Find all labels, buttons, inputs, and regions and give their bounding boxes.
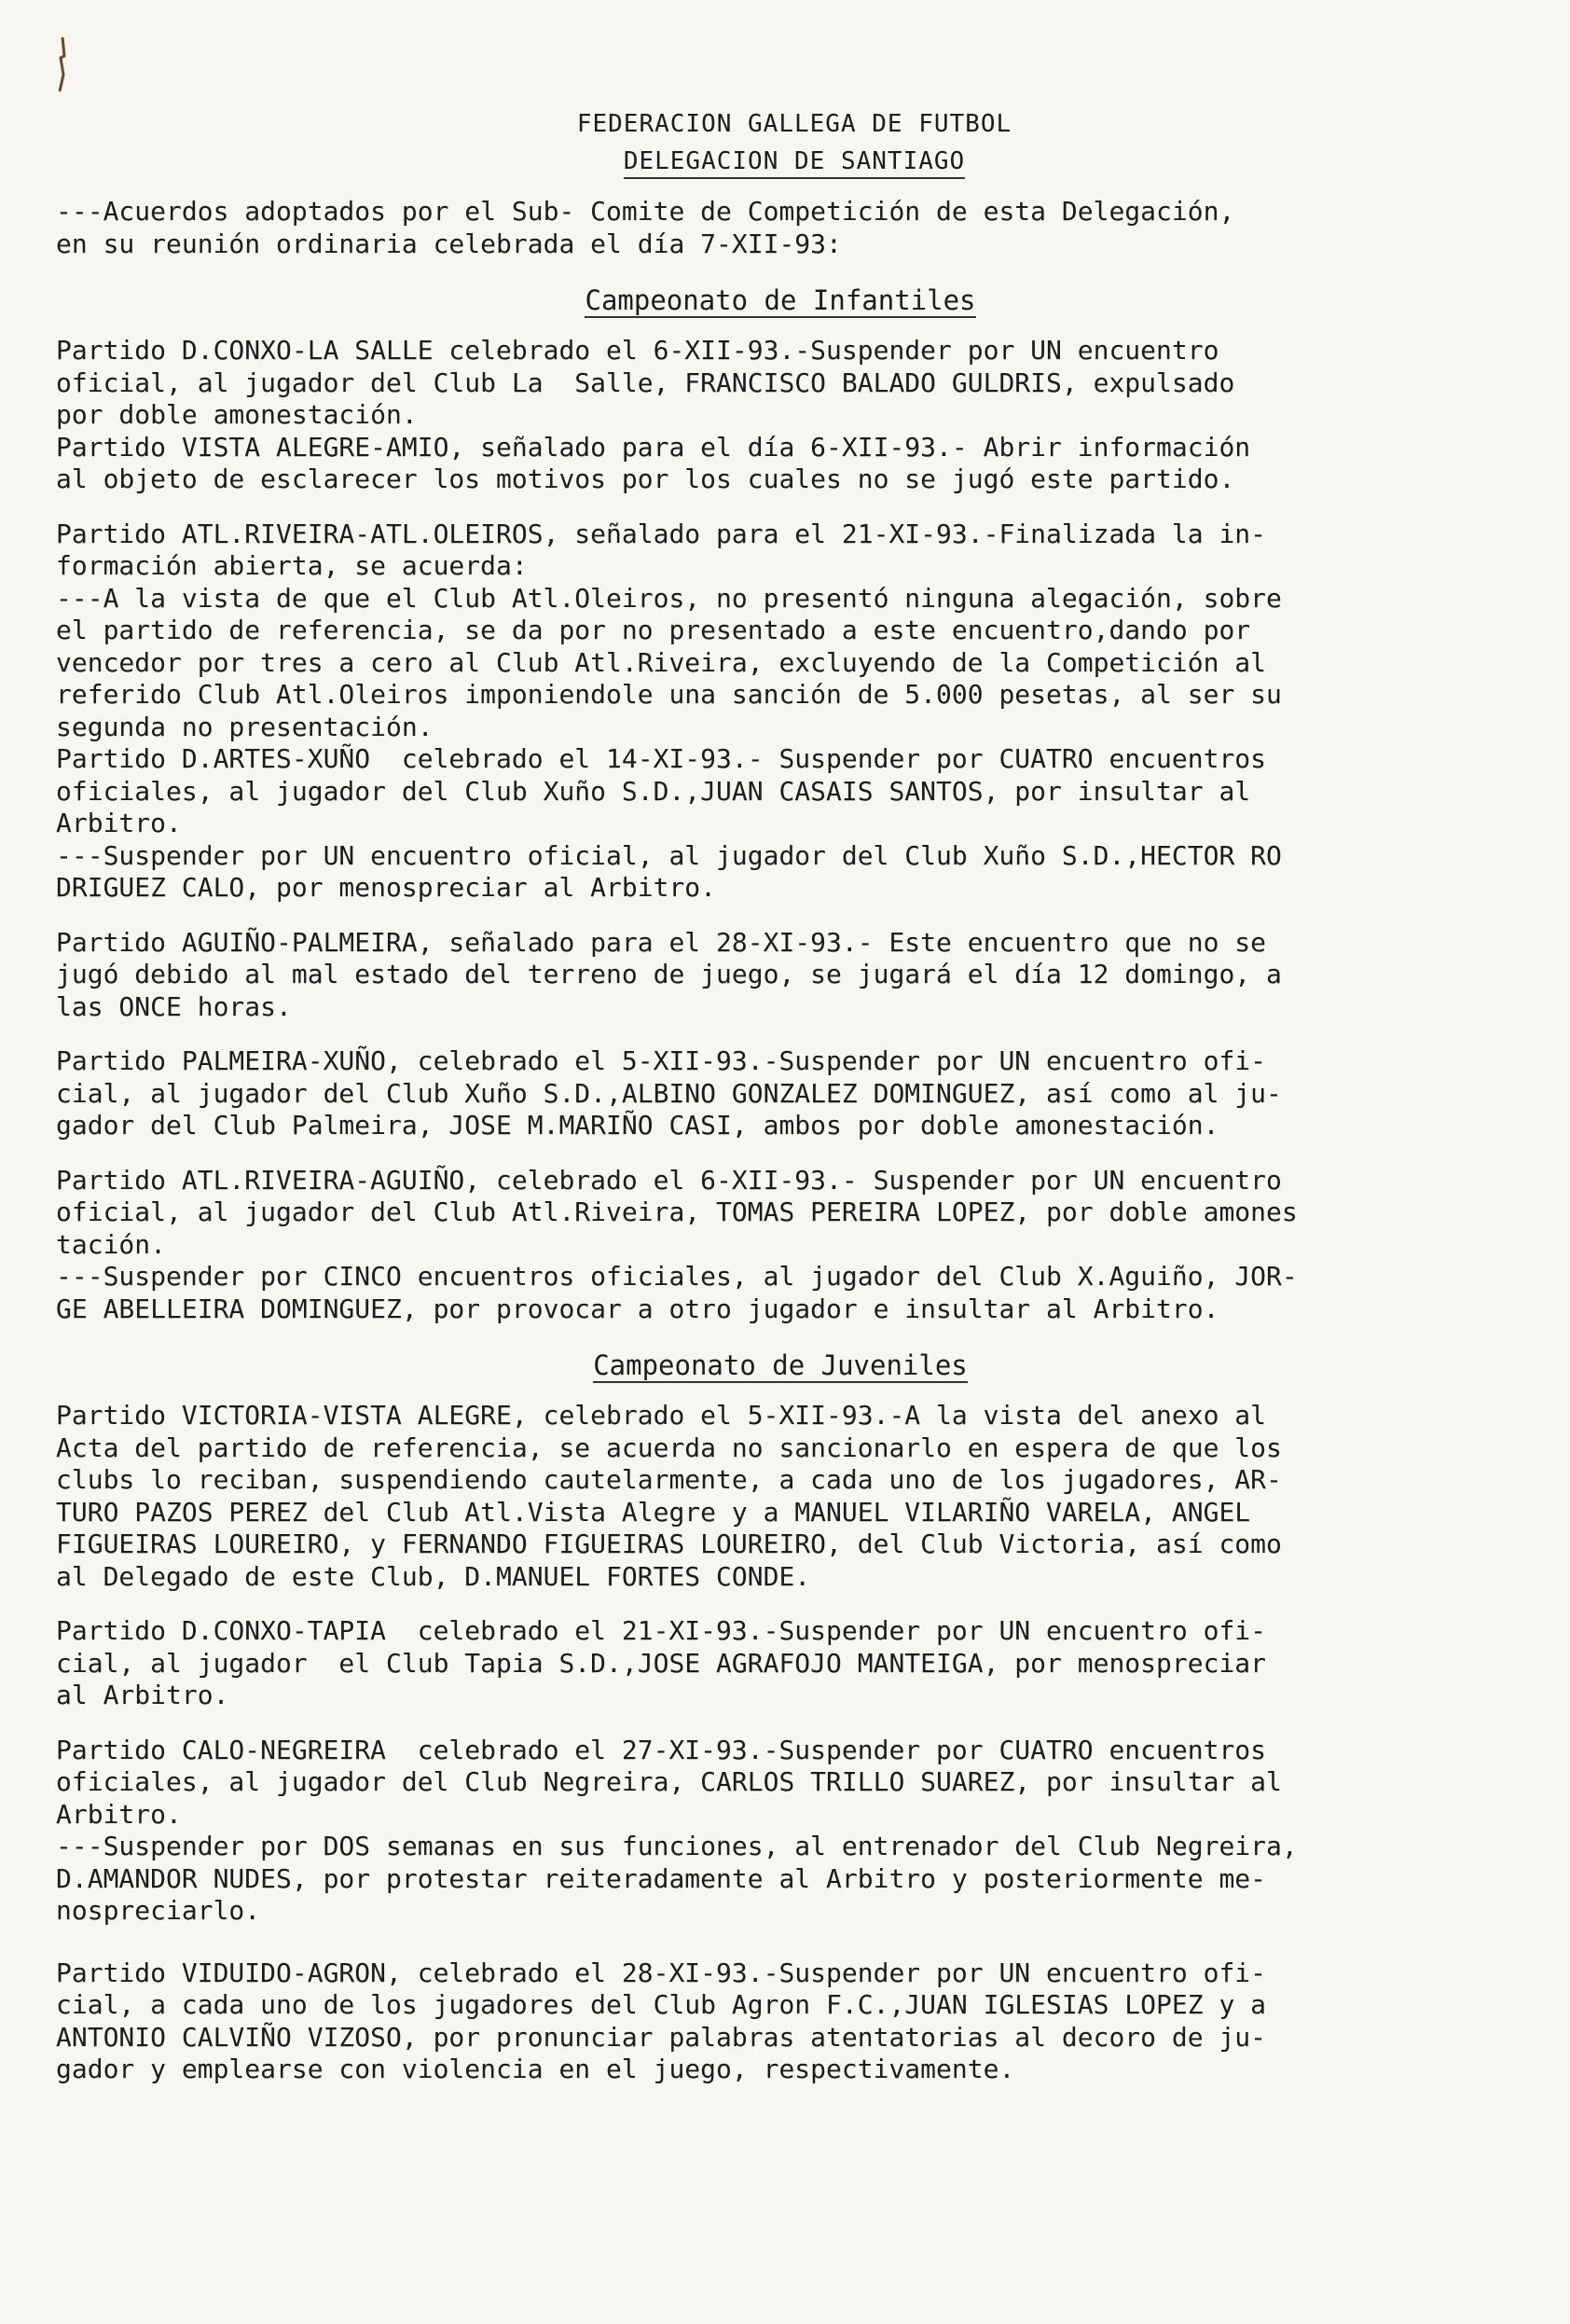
text-line: clubs lo reciban, suspendiendo cautelarmente, a cada uno de los jugadores, AR- (56, 1464, 1282, 1495)
text-line: Partido D.ARTES-XUÑO celebrado el 14-XI-93.- Suspender por CUATRO encuentros (56, 743, 1267, 774)
stain-mark (54, 37, 71, 93)
text-line: jugó debido al mal estado del terreno de juego, se jugará el día 12 domingo, a (56, 959, 1282, 989)
text-line: Partido D.CONXO-TAPIA celebrado el 21-XI-93.-Suspender por UN encuentro ofi- (56, 1615, 1267, 1646)
text-line: cial, al jugador del Club Xuño S.D.,ALBINO GONZALEZ DOMINGUEZ, así como al ju- (56, 1077, 1282, 1109)
section-title: Campeonato de Infantiles (585, 284, 976, 316)
federation-name: FEDERACION GALLEGA DE FUTBOL (576, 110, 1012, 138)
text-line: nospreciarlo. (56, 1895, 261, 1926)
paragraph-vistaalegre-amio (56, 432, 1505, 496)
text-line: FIGUEIRAS LOUREIRO, y FERNANDO FIGUEIRAS LOUREIRO, del Club Victoria, así como (56, 1529, 1282, 1559)
text-line: ANTONIO CALVIÑO VIZOSO, por pronunciar palabras atentatorias al decoro de ju- (56, 2021, 1267, 2053)
text-line: en su reunión ordinaria celebrada el día 7-XII-93: (56, 228, 842, 259)
text-line: por doble amonestación. (56, 399, 418, 430)
text-line: vencedor por tres a cero al Club Atl.Riveira, excluyendo de la Competición al (56, 646, 1267, 678)
text-line: oficiales, al jugador del Club Negreira, CARLOS TRILLO SUAREZ, por insultar al (56, 1766, 1282, 1797)
text-line: el partido de referencia, se da por no presentado a este encuentro,dando por (56, 615, 1251, 645)
text-line: ---Suspender por UN encuentro oficial, al jugador del Club Xuño S.D.,HECTOR RO (56, 839, 1282, 871)
text-line: Partido VICTORIA-VISTA ALEGRE, celebrado el 5-XII-93.-A la vista del anexo al (56, 1400, 1267, 1431)
text-line: al Delegado de este Club, D.MANUEL FORTES CONDE. (56, 1560, 811, 1592)
text-line: gador del Club Palmeira, JOSE M.MARIÑO CASI, ambos por doble amonestación. (56, 1110, 1219, 1141)
text-line: al objeto de esclarecer los motivos por los cuales no se jugó este partido. (56, 463, 1235, 494)
text-line: D.AMANDOR NUDES, por protestar reiteradamente al Arbitro y posteriormente me- (56, 1862, 1267, 1894)
spacer (56, 1712, 1505, 1735)
text-line: al Arbitro. (56, 1680, 229, 1710)
text-line: oficial, al jugador del Club La Salle, FRANCISCO BALADO GULDRIS, expulsado (56, 367, 1235, 398)
paragraph-aguino-palmeira (56, 927, 1505, 1024)
text-line: ---Acuerdos adoptados por el Sub- Comite de Competición de esta Delegación, (56, 196, 1235, 227)
text-line: gador y emplearse con violencia en el juego, respectivamente. (56, 2054, 1015, 2084)
text-line: tación. (56, 1228, 167, 1260)
paragraph-conxo-lasalle (56, 335, 1505, 432)
text-line: ---A la vista de que el Club Atl.Oleiros, no presentó ninguna alegación, sobre (56, 582, 1282, 614)
spacer (56, 1023, 1505, 1045)
text-line: cial, al jugador el Club Tapia S.D.,JOSE AGRAFOJO MANTEIGA, por menospreciar (56, 1647, 1267, 1679)
section-title: Campeonato de Juveniles (593, 1349, 968, 1381)
text-line: Partido VIDUIDO-AGRON, celebrado el 28-XI-93.-Suspender por UN encuentro ofi- (56, 1957, 1267, 1988)
text-line: las ONCE horas. (56, 990, 292, 1022)
paragraph-conxo-tapia (56, 1615, 1505, 1712)
text-line: ---Suspender por DOS semanas en sus funciones, al entrenador del Club Negreira, (56, 1831, 1298, 1861)
text-line: segunda no presentación. (56, 711, 434, 742)
text-line: oficiales, al jugador del Club Xuño S.D.,JUAN CASAIS SANTOS, por insultar al (56, 775, 1251, 807)
text-line: Partido CALO-NEGREIRA celebrado el 27-XI-93.-Suspender por CUATRO encuentros (56, 1734, 1267, 1765)
text-line: formación abierta, se acuerda: (56, 550, 528, 581)
text-line: ---Suspender por CINCO encuentros oficiales, al jugador del Club X.Aguiño, JOR- (56, 1261, 1298, 1292)
paragraph-viduido-agron (56, 1957, 1505, 2086)
delegation-name: DELEGACION DE SANTIAGO (624, 147, 965, 179)
paragraph-riveira-oleiros (56, 519, 1505, 905)
text-line: Partido VISTA ALEGRE-AMIO, señalado para el día 6-XII-93.- Abrir información (56, 431, 1251, 463)
text-line: Partido D.CONXO-LA SALLE celebrado el 6-XII-93.-Suspender por UN encuentro (56, 335, 1219, 366)
text-line: Arbitro. (56, 808, 182, 838)
text-line: GE ABELLEIRA DOMINGUEZ, por provocar a otro jugador e insultar al Arbitro. (56, 1293, 1219, 1324)
text-line: Arbitro. (56, 1798, 182, 1830)
text-line: oficial, al jugador del Club Atl.Riveira, TOMAS PEREIRA LOPEZ, por doble amones (56, 1197, 1298, 1227)
spacer (56, 905, 1505, 927)
text-line: Acta del partido de referencia, se acuerda no sancionarlo en espera de que los (56, 1432, 1282, 1463)
text-line: TURO PAZOS PEREZ del Club Atl.Vista Alegre y a MANUEL VILARIÑO VARELA, ANGEL (56, 1496, 1251, 1528)
text-line: Partido ATL.RIVEIRA-ATL.OLEIROS, señalado para el 21-XI-93.-Finalizada la in- (56, 518, 1267, 549)
spacer (56, 1928, 1505, 1957)
section-heading-juveniles (56, 1349, 1505, 1383)
paragraph-calo-negreira (56, 1735, 1505, 1928)
text-line: Partido ATL.RIVEIRA-AGUIÑO, celebrado el 6-XII-93.- Suspender por UN encuentro (56, 1164, 1282, 1196)
text-line: Partido PALMEIRA-XUÑO, celebrado el 5-XII-93.-Suspender por UN encuentro ofi- (56, 1045, 1267, 1076)
letterhead (84, 110, 1505, 179)
spacer (56, 1593, 1505, 1615)
text-line: referido Club Atl.Oleiros imponiendole una sanción de 5.000 pesetas, al ser su (56, 679, 1282, 710)
spacer (56, 496, 1505, 519)
paragraph-victoria-vistaalegre (56, 1400, 1505, 1593)
paragraph-riveira-aguino (56, 1165, 1505, 1326)
intro-paragraph (56, 196, 1505, 260)
text-line: cial, a cada uno de los jugadores del Club Agron F.C.,JUAN IGLESIAS LOPEZ y a (56, 1989, 1267, 2020)
text-line: Partido AGUIÑO-PALMEIRA, señalado para el 28-XI-93.- Este encuentro que no se (56, 926, 1267, 958)
spacer (56, 1142, 1505, 1165)
section-heading-infantiles (56, 284, 1505, 318)
text-line: DRIGUEZ CALO, por menospreciar al Arbitro. (56, 872, 717, 903)
paragraph-palmeira-xuno (56, 1045, 1505, 1142)
